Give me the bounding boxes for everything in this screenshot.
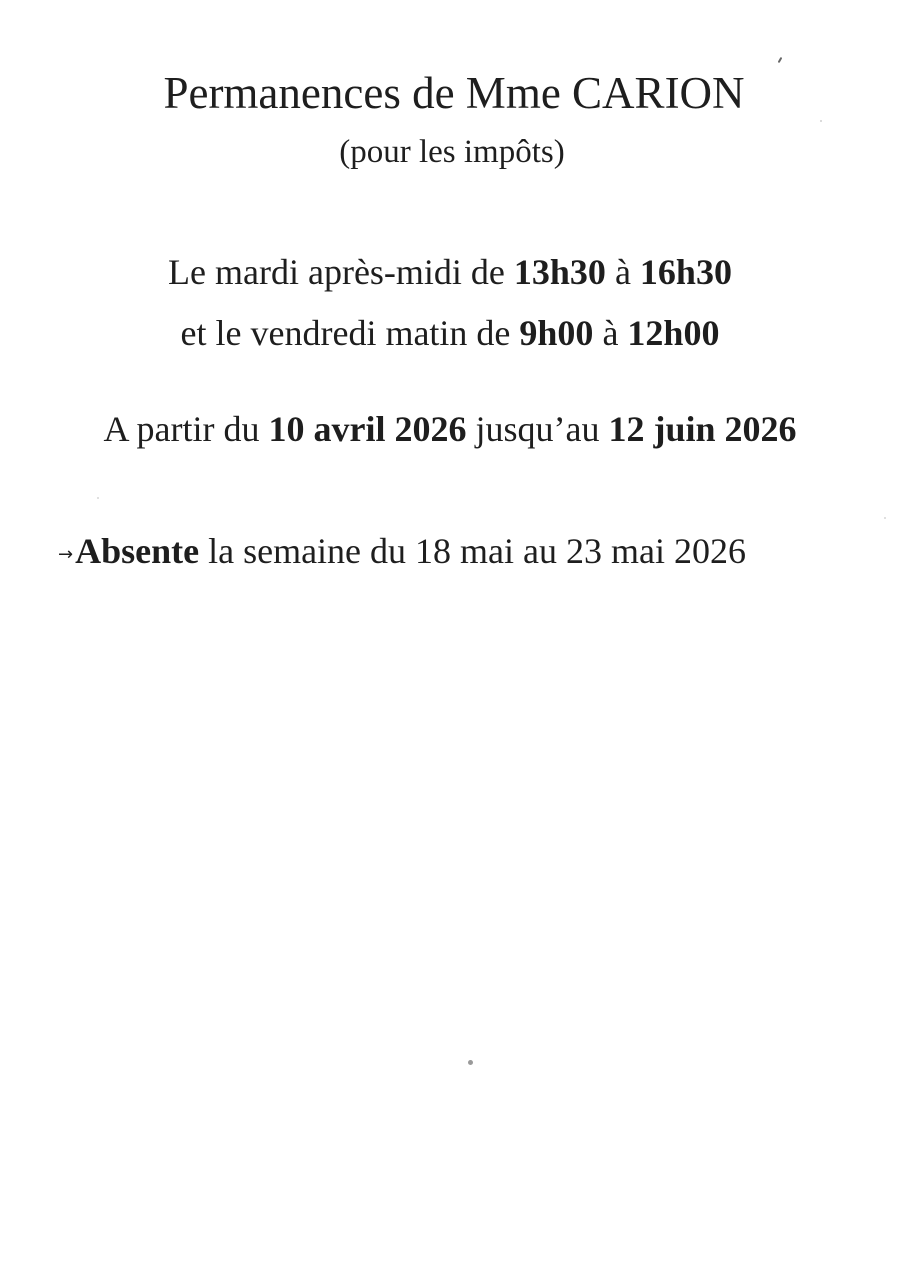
tuesday-separator: à — [605, 252, 640, 292]
period-end-date: 12 juin 2026 — [608, 409, 797, 449]
scan-speck — [778, 57, 783, 63]
tuesday-start-time: 13h30 — [513, 252, 606, 292]
absence-text: la semaine du 18 mai au 23 mai 2026 — [199, 531, 746, 571]
friday-end-time: 12h00 — [627, 313, 720, 353]
scan-speck — [468, 1060, 473, 1065]
absence-label: Absente — [75, 531, 200, 571]
tuesday-end-time: 16h30 — [639, 252, 732, 292]
period-start-date: 10 avril 2026 — [268, 409, 467, 449]
absence-notice — [58, 533, 746, 569]
friday-prefix: et le vendredi matin de — [180, 313, 520, 353]
page-title: Permanences de Mme CARION — [163, 68, 745, 118]
scan-speck — [820, 120, 822, 122]
period-prefix: A partir du — [103, 409, 269, 449]
scan-speck — [97, 497, 99, 499]
friday-start-time: 9h00 — [519, 313, 594, 353]
scan-speck — [884, 517, 886, 519]
tuesday-hours — [0, 254, 900, 290]
period-middle: jusqu’au — [466, 409, 609, 449]
validity-period — [0, 411, 900, 447]
page-subtitle: (pour les impôts) — [339, 134, 565, 170]
friday-separator: à — [593, 313, 628, 353]
friday-hours — [0, 315, 900, 351]
arrow-right-icon: → — [58, 544, 74, 565]
tuesday-prefix: Le mardi après-midi de — [168, 252, 514, 292]
